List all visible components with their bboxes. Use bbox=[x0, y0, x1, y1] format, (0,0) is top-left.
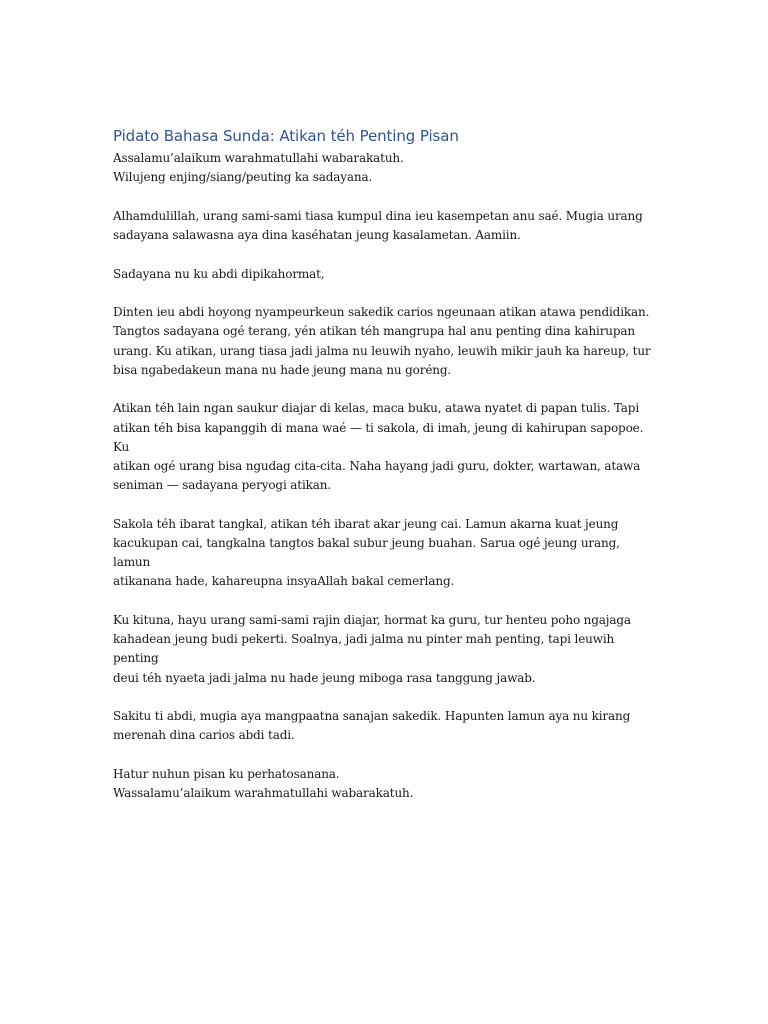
text-line: kahadean jeung budi pekerti. Soalnya, jadi jalma nu pinter mah penting, tapi leuwih penting bbox=[113, 632, 615, 666]
paragraph-farewell bbox=[113, 765, 658, 803]
text-line: Wilujeng enjing/siang/peuting ka sadayana. bbox=[113, 170, 373, 185]
paragraph-address bbox=[113, 265, 658, 284]
paragraph-closing bbox=[113, 707, 658, 745]
text-line: Assalamu’alaikum warahmatullahi wabarakatuh. bbox=[113, 151, 404, 165]
text-line: Hatur nuhun pisan ku perhatosanana. bbox=[113, 767, 340, 781]
text-line: seniman — sadayana peryogi atikan. bbox=[113, 478, 332, 493]
text-line: merenah dina carios abdi tadi. bbox=[113, 728, 295, 743]
paragraph-gratitude bbox=[113, 207, 658, 245]
text-line: sadayana salawasna aya dina kaséhatan jeung kasalametan. Aamiin. bbox=[113, 228, 521, 242]
text-line: Sakitu ti abdi, mugia aya mangpaatna sanajan sakedik. Hapunten lamun aya nu kirang bbox=[113, 709, 631, 724]
document-page bbox=[113, 126, 658, 823]
text-line: kacukupan cai, tangkalna tangtos bakal subur jeung buahan. Sarua ogé jeung urang, lamun bbox=[113, 536, 620, 570]
paragraph-analogy bbox=[113, 515, 658, 592]
text-line: atikanana hade, kahareupna insyaAllah bakal cemerlang. bbox=[113, 574, 455, 589]
text-line: Ku kituna, hayu urang sami-sami rajin diajar, hormat ka guru, tur henteu poho ngajaga bbox=[113, 613, 631, 627]
text-line: Atikan téh lain ngan saukur diajar di kelas, maca buku, atawa nyatet di papan tulis. Tapi bbox=[113, 401, 640, 416]
text-line: Tangtos sadayana ogé terang, yén atikan téh mangrupa hal anu penting dina kahirupan bbox=[113, 324, 635, 339]
text-line: atikan téh bisa kapanggih di mana waé — ti sakola, di imah, jeung di kahirupan sapopoe. Ku bbox=[113, 420, 644, 454]
text-line: bisa ngabedakeun mana nu hade jeung mana nu goréng. bbox=[113, 362, 452, 377]
paragraph-call-to-action bbox=[113, 611, 658, 688]
text-line: atikan ogé urang bisa ngudag cita-cita. Naha hayang jadi guru, dokter, wartawan, atawa bbox=[113, 459, 641, 473]
document-title: Pidato Bahasa Sunda: Atikan téh Penting Pisan bbox=[113, 127, 459, 145]
paragraph-introduction bbox=[113, 303, 658, 380]
paragraph-greeting bbox=[113, 149, 658, 187]
text-line: deui téh nyaeta jadi jalma nu hade jeung miboga rasa tanggung jawab. bbox=[113, 670, 536, 685]
text-line: Wassalamu’alaikum warahmatullahi wabarakatuh. bbox=[113, 786, 414, 801]
text-line: Sakola téh ibarat tangkal, atikan téh ibarat akar jeung cai. Lamun akarna kuat jeung bbox=[113, 516, 619, 531]
text-line: Sadayana nu ku abdi dipikahormat, bbox=[113, 266, 325, 281]
text-line: Alhamdulillah, urang sami-sami tiasa kumpul dina ieu kasempetan anu saé. Mugia urang bbox=[113, 208, 643, 223]
text-line: urang. Ku atikan, urang tiasa jadi jalma nu leuwih nyaho, leuwih mikir jauh ka hareup, tur bbox=[113, 343, 651, 358]
text-line: Dinten ieu abdi hoyong nyampeurkeun sakedik carios ngeunaan atikan atawa pendidikan. bbox=[113, 305, 650, 320]
paragraph-education-scope bbox=[113, 399, 658, 495]
